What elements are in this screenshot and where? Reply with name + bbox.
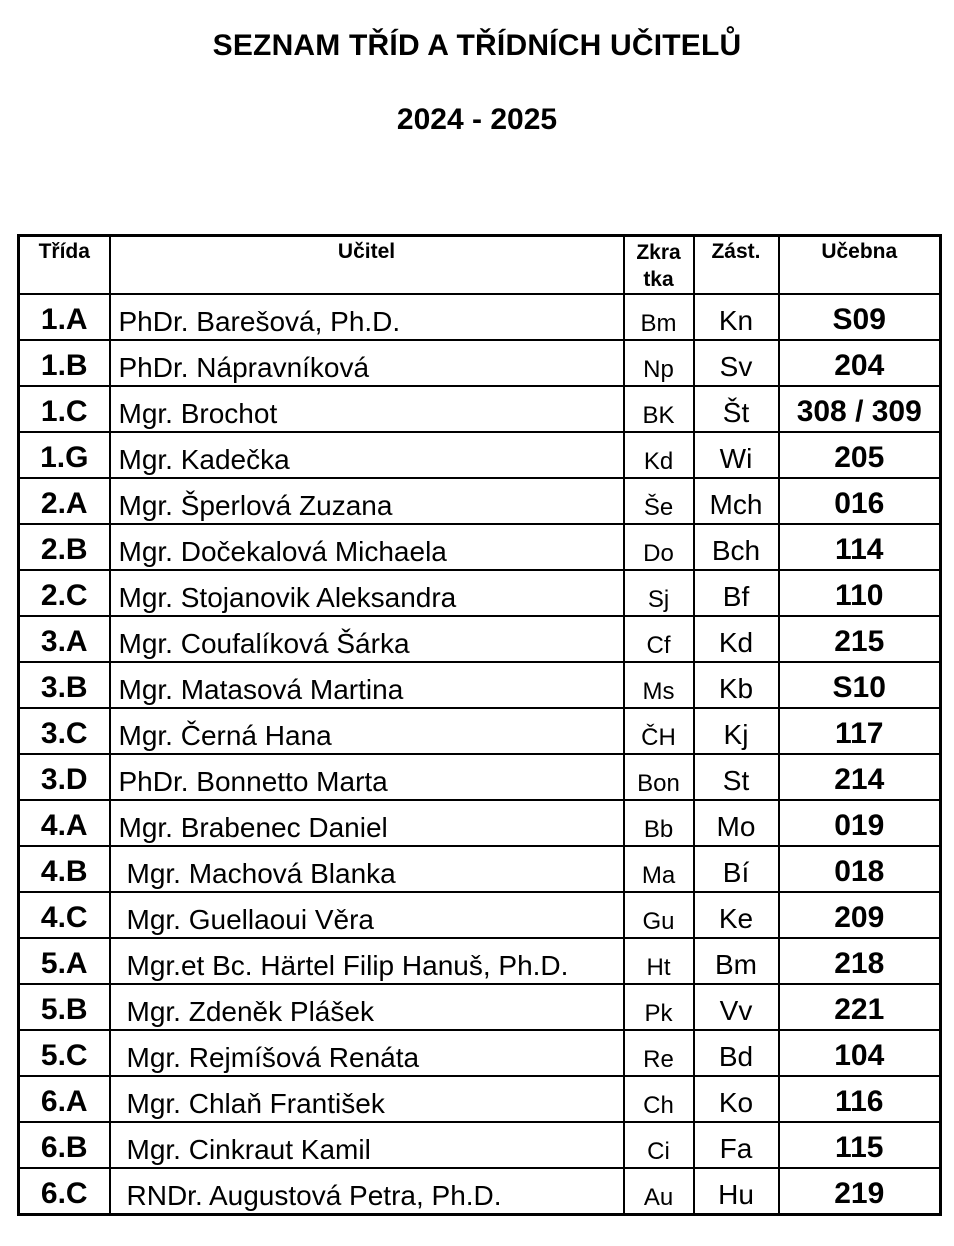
abbreviation-cell: Bb (624, 800, 694, 846)
deputy-cell: Kn (694, 294, 779, 340)
room-cell: S09 (779, 294, 941, 340)
abbreviation-cell: Do (624, 524, 694, 570)
room-cell: 214 (779, 754, 941, 800)
class-cell: 5.C (19, 1030, 110, 1076)
room-cell: 204 (779, 340, 941, 386)
room-cell: 114 (779, 524, 941, 570)
teacher-cell: Mgr. Rejmíšová Renáta (110, 1030, 624, 1076)
class-cell: 2.A (19, 478, 110, 524)
class-cell: 3.C (19, 708, 110, 754)
teacher-cell: Mgr. Chlaň František (110, 1076, 624, 1122)
table-row (19, 800, 941, 846)
room-cell: 104 (779, 1030, 941, 1076)
header-deputy: Zást. (694, 236, 779, 295)
abbreviation-cell: Np (624, 340, 694, 386)
table-row (19, 754, 941, 800)
deputy-cell: Bí (694, 846, 779, 892)
deputy-cell: Kj (694, 708, 779, 754)
abbreviation-cell: Ms (624, 662, 694, 708)
abbreviation-cell: Au (624, 1168, 694, 1215)
teacher-cell: PhDr. Barešová, Ph.D. (110, 294, 624, 340)
teacher-cell: Mgr. Černá Hana (110, 708, 624, 754)
room-cell: 016 (779, 478, 941, 524)
table-row (19, 1168, 941, 1215)
room-cell: 116 (779, 1076, 941, 1122)
abbreviation-cell: Ma (624, 846, 694, 892)
teacher-cell: Mgr. Cinkraut Kamil (110, 1122, 624, 1168)
teacher-cell: Mgr. Stojanovik Aleksandra (110, 570, 624, 616)
teacher-cell: Mgr. Šperlová Zuzana (110, 478, 624, 524)
school-year: 2024 - 2025 (396, 103, 558, 136)
class-cell: 5.B (19, 984, 110, 1030)
room-cell: 117 (779, 708, 941, 754)
abbreviation-cell: ČH (624, 708, 694, 754)
class-cell: 6.A (19, 1076, 110, 1122)
header-abbreviation-text: Zkra tka (636, 241, 681, 291)
table-body (19, 294, 941, 1215)
teacher-cell: Mgr. Guellaoui Věra (110, 892, 624, 938)
header-teacher: Učitel (110, 236, 624, 295)
class-cell: 6.B (19, 1122, 110, 1168)
teacher-cell: Mgr. Machová Blanka (110, 846, 624, 892)
abbreviation-cell: Sj (624, 570, 694, 616)
table-row (19, 892, 941, 938)
teacher-cell: Mgr. Matasová Martina (110, 662, 624, 708)
table-row (19, 662, 941, 708)
abbreviation-cell: Gu (624, 892, 694, 938)
header-class: Třída (19, 236, 110, 295)
room-cell: 209 (779, 892, 941, 938)
room-cell: 115 (779, 1122, 941, 1168)
table-row (19, 524, 941, 570)
teacher-cell: Mgr. Zdeněk Plášek (110, 984, 624, 1030)
table-row (19, 1076, 941, 1122)
table-row (19, 938, 941, 984)
table-row (19, 708, 941, 754)
class-cell: 5.A (19, 938, 110, 984)
deputy-cell: Wi (694, 432, 779, 478)
class-teacher-table (17, 234, 942, 1216)
teacher-cell: Mgr. Coufalíková Šárka (110, 616, 624, 662)
abbreviation-cell: Ch (624, 1076, 694, 1122)
table-row (19, 294, 941, 340)
deputy-cell: Bm (694, 938, 779, 984)
abbreviation-cell: Cf (624, 616, 694, 662)
class-cell: 1.A (19, 294, 110, 340)
table-row (19, 386, 941, 432)
deputy-cell: Kb (694, 662, 779, 708)
abbreviation-cell: Bon (624, 754, 694, 800)
header-abbreviation (624, 236, 694, 295)
class-cell: 2.C (19, 570, 110, 616)
class-cell: 6.C (19, 1168, 110, 1215)
room-cell: 221 (779, 984, 941, 1030)
abbreviation-cell: BK (624, 386, 694, 432)
deputy-cell: Fa (694, 1122, 779, 1168)
table-row (19, 984, 941, 1030)
class-cell: 4.A (19, 800, 110, 846)
deputy-cell: Hu (694, 1168, 779, 1215)
class-cell: 3.B (19, 662, 110, 708)
table-row (19, 478, 941, 524)
teacher-cell: Mgr. Dočekalová Michaela (110, 524, 624, 570)
document-title: SEZNAM TŘÍD A TŘÍDNÍCH UČITELŮ (212, 29, 742, 62)
deputy-cell: Mo (694, 800, 779, 846)
teacher-cell: Mgr. Kadečka (110, 432, 624, 478)
teacher-cell: Mgr. Brabenec Daniel (110, 800, 624, 846)
class-cell: 1.G (19, 432, 110, 478)
header-room: Učebna (779, 236, 941, 295)
table-row (19, 340, 941, 386)
deputy-cell: Bf (694, 570, 779, 616)
deputy-cell: Bd (694, 1030, 779, 1076)
teacher-cell: RNDr. Augustová Petra, Ph.D. (110, 1168, 624, 1215)
class-cell: 3.D (19, 754, 110, 800)
abbreviation-cell: Pk (624, 984, 694, 1030)
table-row (19, 432, 941, 478)
class-cell: 4.C (19, 892, 110, 938)
abbreviation-cell: Ci (624, 1122, 694, 1168)
teacher-cell: Mgr. Brochot (110, 386, 624, 432)
room-cell: 018 (779, 846, 941, 892)
table-row (19, 846, 941, 892)
abbreviation-cell: Ht (624, 938, 694, 984)
room-cell: 019 (779, 800, 941, 846)
abbreviation-cell: Kd (624, 432, 694, 478)
deputy-cell: Bch (694, 524, 779, 570)
deputy-cell: Sv (694, 340, 779, 386)
deputy-cell: Št (694, 386, 779, 432)
room-cell: 205 (779, 432, 941, 478)
table-row (19, 1122, 941, 1168)
class-cell: 3.A (19, 616, 110, 662)
class-cell: 2.B (19, 524, 110, 570)
abbreviation-cell: Še (624, 478, 694, 524)
table-row (19, 1030, 941, 1076)
deputy-cell: Mch (694, 478, 779, 524)
table-row (19, 616, 941, 662)
teacher-cell: Mgr.et Bc. Härtel Filip Hanuš, Ph.D. (110, 938, 624, 984)
room-cell: S10 (779, 662, 941, 708)
class-cell: 1.C (19, 386, 110, 432)
abbreviation-cell: Re (624, 1030, 694, 1076)
class-cell: 4.B (19, 846, 110, 892)
room-cell: 219 (779, 1168, 941, 1215)
teacher-cell: PhDr. Nápravníková (110, 340, 624, 386)
room-cell: 218 (779, 938, 941, 984)
teacher-cell: PhDr. Bonnetto Marta (110, 754, 624, 800)
deputy-cell: Kd (694, 616, 779, 662)
room-cell: 215 (779, 616, 941, 662)
deputy-cell: St (694, 754, 779, 800)
deputy-cell: Vv (694, 984, 779, 1030)
class-cell: 1.B (19, 340, 110, 386)
deputy-cell: Ke (694, 892, 779, 938)
room-cell: 110 (779, 570, 941, 616)
table-row (19, 570, 941, 616)
table-header-row (19, 236, 941, 295)
deputy-cell: Ko (694, 1076, 779, 1122)
room-cell: 308 / 309 (779, 386, 941, 432)
abbreviation-cell: Bm (624, 294, 694, 340)
